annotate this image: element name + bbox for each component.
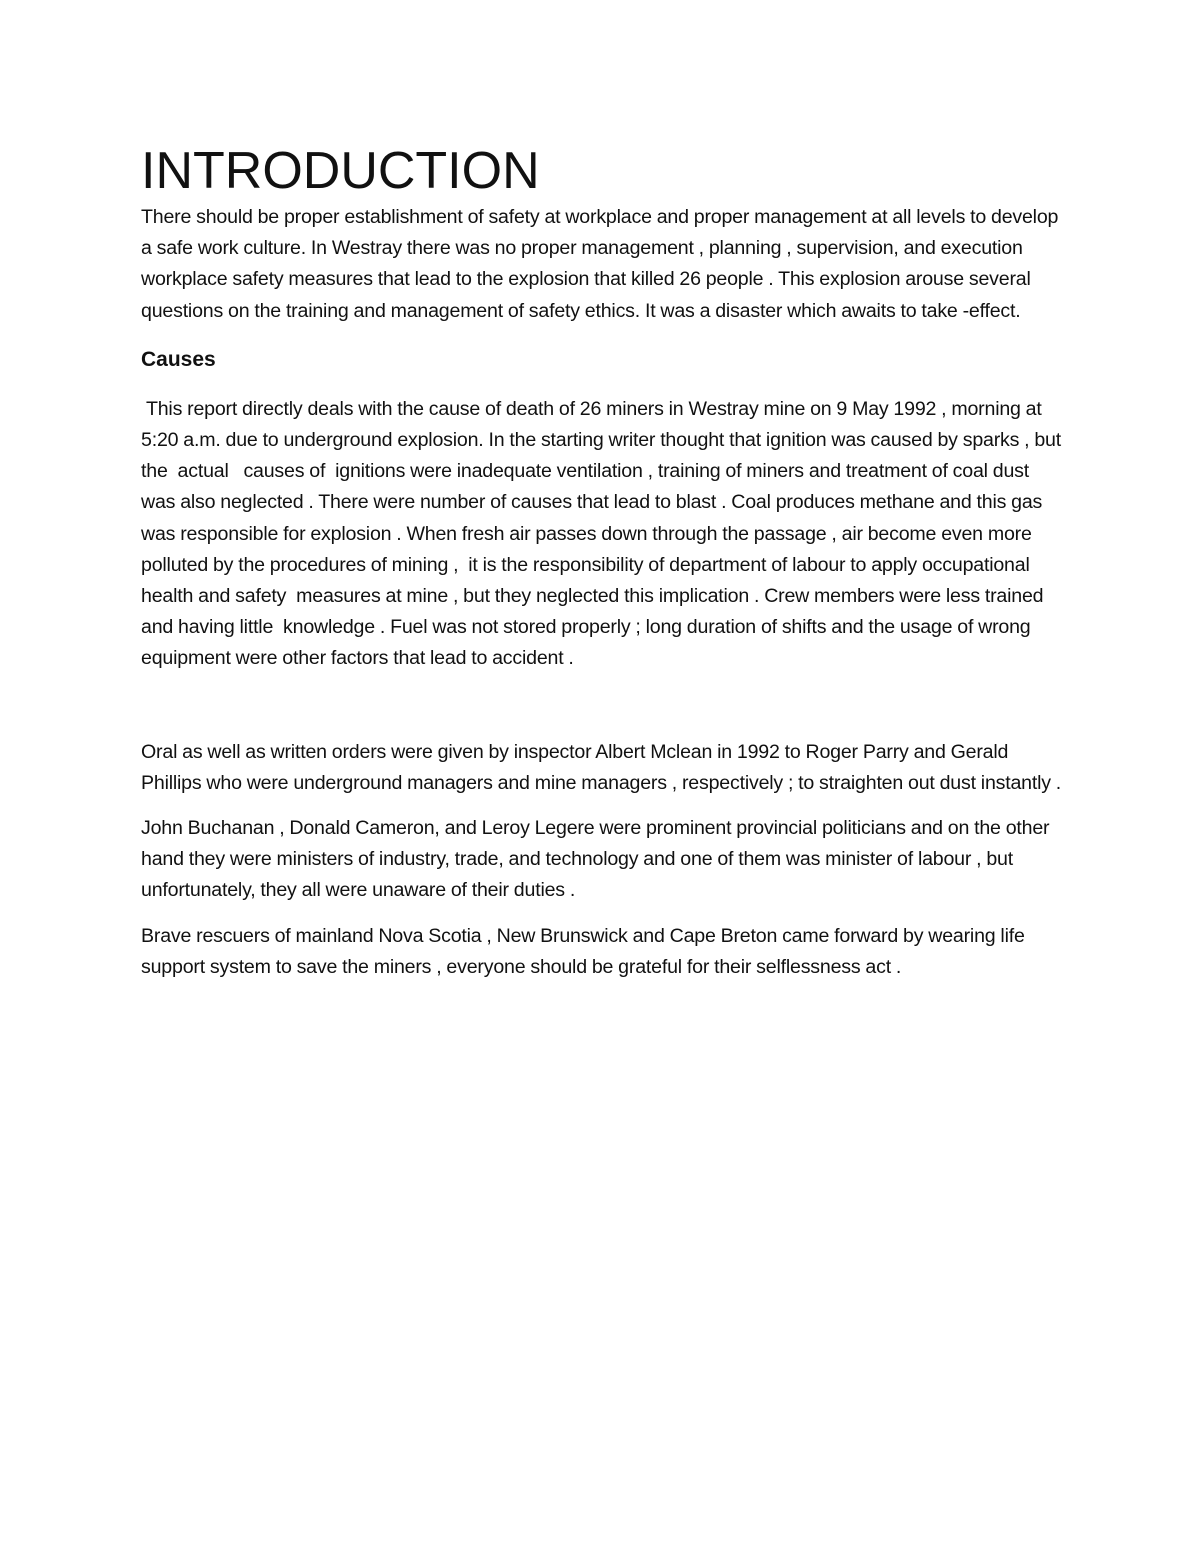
intro-paragraph: There should be proper establishment of safety at workplace and proper management at all levels to develop a safe work culture. In Westray there was no proper management , planning , supervision, and execution workplace safety measures that lead to the explosion that killed 26 people . This explosion arouse several questions on the training and management of safety ethics. It was a disaster which awaits to take -effect. [141,206,1059,322]
causes-paragraph: This report directly deals with the cause of death of 26 miners in Westray mine on 9 May 1992 , morning at 5:20 a.m. due to underground explosion. In the starting writer thought that ignition was caused by sparks , but the actual causes of ignitions were inadequate ventilation , training of miners and treatment of coal dust was also neglected . There were number of causes that lead to blast . Coal produces methane and this gas was responsible for explosion . When fresh air passes down through the passage , air become even more polluted by the procedures of mining , it is the responsibility of department of labour to apply occupational health and safety measures at mine , but they neglected this implication . Crew members were less trained and having little knowledge . Fuel was not stored properly ; long duration of shifts and the usage of wrong equipment were other factors that lead to accident . [141,397,1066,670]
politicians-paragraph: John Buchanan , Donald Cameron, and Leroy Legere were prominent provincial politicians and on the other hand they were ministers of industry, trade, and technology and one of them was minister of labour , but unfortunately, they all were unaware of their duties . [141,817,1050,902]
orders-paragraph: Oral as well as written orders were given by inspector Albert Mclean in 1992 to Roger Parry and Gerald Phillips who were underground managers and mine managers , respectively ; to straighten out dust instantly . [141,740,1062,794]
causes-heading: Causes [141,347,216,371]
document-page [141,140,1066,983]
rescuers-paragraph: Brave rescuers of mainland Nova Scotia , New Brunswick and Cape Breton came forward by wearing life support system to save the miners , everyone should be grateful for their selflessness act . [141,924,1025,978]
page-title: INTRODUCTION [141,142,540,200]
